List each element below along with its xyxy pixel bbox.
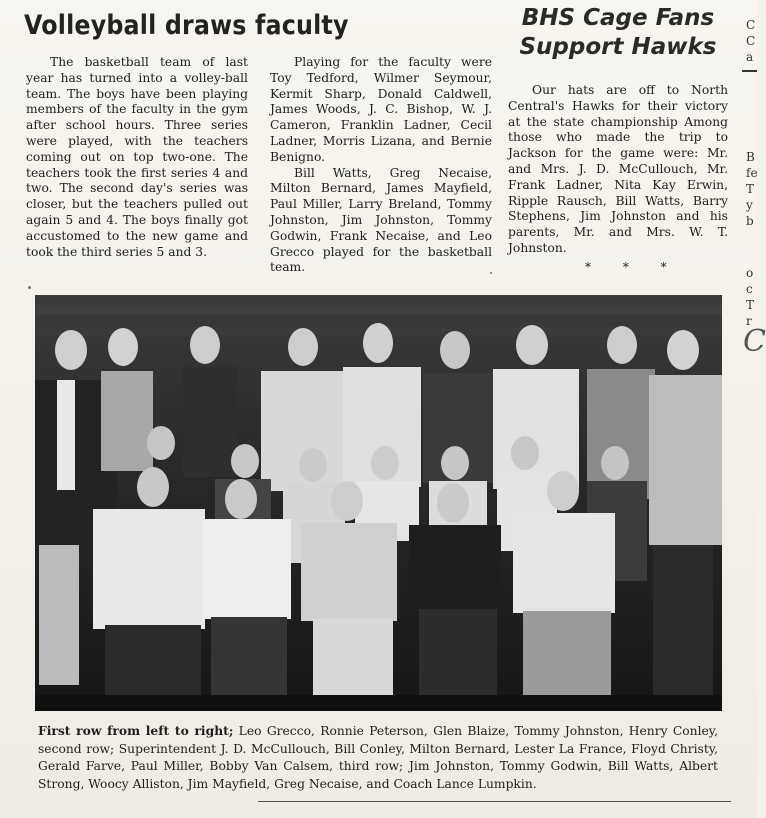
photo-caption: [38, 722, 718, 793]
edge-fragment: C: [746, 34, 756, 48]
bottom-rule: [258, 801, 731, 802]
edge-fragment: b: [746, 214, 754, 228]
edge-fragment: T: [746, 298, 755, 312]
side-article-headline: [508, 4, 728, 62]
edge-fragment: o: [746, 266, 754, 280]
team-photo: [35, 295, 722, 711]
caption-names: Leo Grecco, Ronnie Peterson, Glen Blaize, Tommy Johnston, Henry Conley, second row; Superintendent J. D. McCullouch, Bill Conley, Milton Bernard, Lester La France, Floyd Christy, Gerald Farve, Paul Miller, Bobby Van Calsem, third row; Jim Johnston, Tommy Godwin, Bill Watts, Albert Strong, Woocy Alliston, Jim Mayfield, Greg Necaise, and Coach Lance Lumpkin.: [38, 724, 718, 791]
team-photo-illustration: [35, 295, 722, 711]
edge-fragment: a: [746, 50, 754, 64]
article-paragraph: Playing for the faculty were Toy Tedford, Wilmer Seymour, Kermit Sharp, Donald Caldwell, James Woods, J. C. Bishop, W. J. Cameron, Franklin Ladner, Cecil Ladner, Morris Lizana, and Bernie Benigno.: [270, 55, 492, 164]
article-paragraph: The basketball team of last year has turned into a volley-ball team. The boys have been playing members of the faculty in the gym after school hours. Three series were played, with the teachers coming out on top two-one. The teachers took the first series 4 and two. The second day's series was closer, but the teachers pulled out again 5 and 4. The boys finally got accustomed to the new game and took the third series 5 and 3.: [26, 55, 248, 259]
print-speck: [28, 286, 31, 289]
edge-fragment: C: [743, 324, 766, 359]
side-headline-line-1: BHS Cage Fans: [521, 5, 715, 31]
edge-fragment: B: [746, 150, 755, 164]
edge-fragment: r: [746, 314, 752, 328]
edge-fragment: y: [746, 198, 753, 212]
print-speck: [490, 272, 492, 274]
side-headline-line-2: Support Hawks: [519, 34, 717, 60]
edge-fragment: T: [746, 182, 755, 196]
side-article-paragraph: Our hats are off to North Central's Hawks for their victory at the state championship Among those who made the trip to Jackson for the game were: Mr. and Mrs. J. D. McCullouch, Mr. Frank Ladner, Nita Kay Erwin, Ripple Rausch, Bill Watts, Barry Stephens, Jim Johnston and his parents, Mr. and Mrs. W. T. Johnston.: [508, 83, 728, 255]
side-article-column: [508, 83, 728, 257]
article-column-2: [270, 55, 492, 276]
article-paragraph: Bill Watts, Greg Necaise, Milton Bernard, James Mayfield, Paul Miller, Larry Breland, Tommy Johnston, Jim Johnston, Tommy Godwin, Frank Necaise, and Leo Grecco played for the basketball team.: [270, 165, 492, 275]
edge-fragment: c: [746, 282, 753, 296]
cropped-edge-column: [743, 0, 766, 818]
caption-lead: First row from left to right;: [38, 723, 234, 738]
article-headline: Volleyball draws faculty: [24, 10, 349, 41]
edge-fragment: C: [746, 18, 756, 32]
article-column-1: [26, 55, 248, 260]
section-divider: * * *: [585, 260, 681, 274]
edge-fragment: fe: [746, 166, 758, 180]
